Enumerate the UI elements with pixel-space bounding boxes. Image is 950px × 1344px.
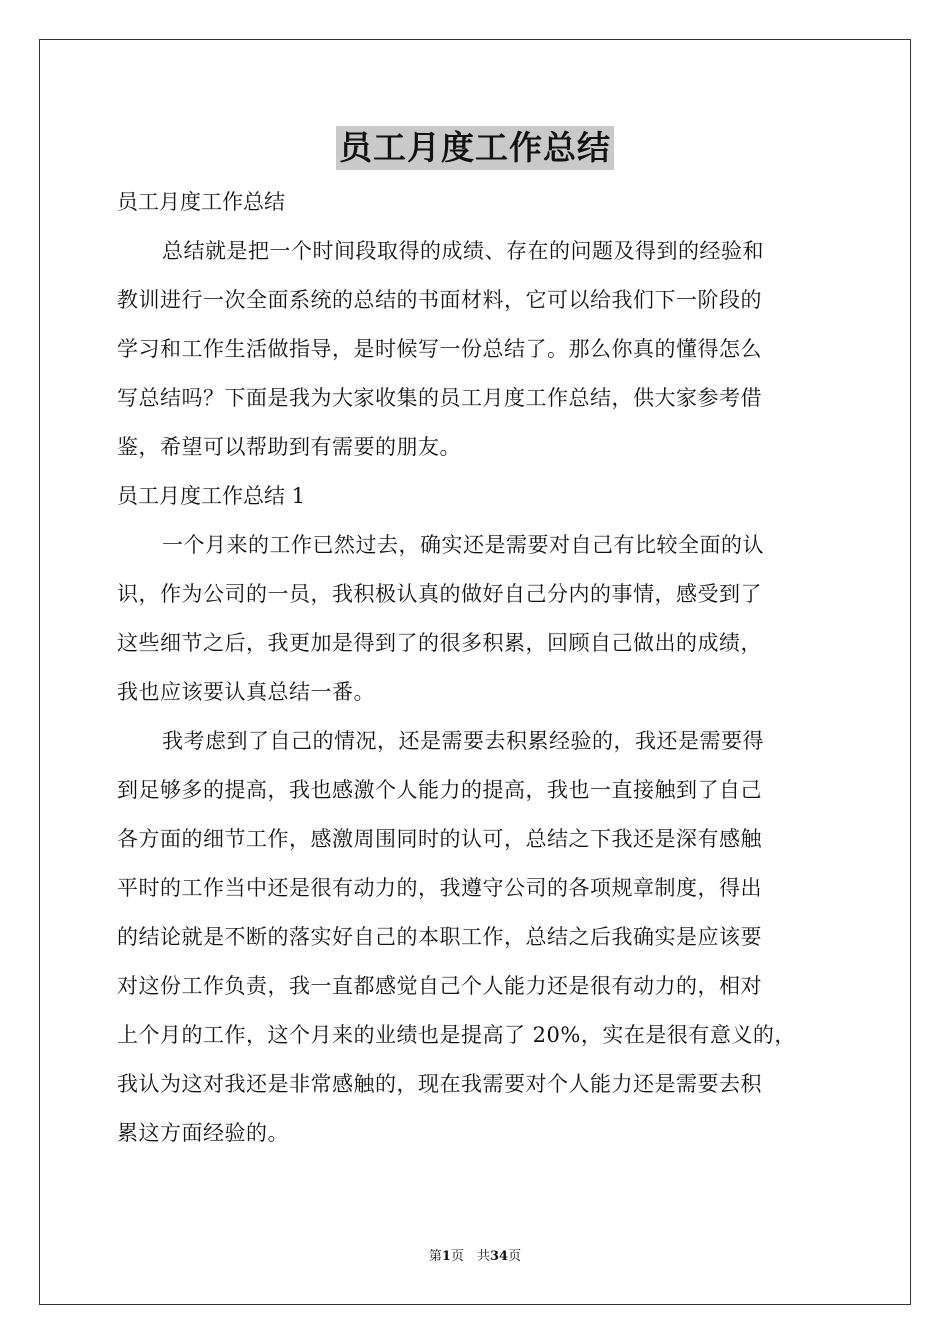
paragraph-line: 这些细节之后，我更加是得到了的很多积累，回顾自己做出的成绩， bbox=[117, 631, 762, 655]
paragraph-line: 平时的工作当中还是很有动力的，我遵守公司的各项规章制度，得出 bbox=[117, 876, 762, 900]
intro-line: 教训进行一次全面系统的总结的书面材料，它可以给我们下一阶段的 bbox=[117, 288, 762, 312]
page-current: 1 bbox=[441, 1249, 451, 1264]
intro-line: 鉴，希望可以帮助到有需要的朋友。 bbox=[117, 435, 461, 459]
page-mid: 页 共 bbox=[450, 1249, 490, 1264]
paragraph-line: 累这方面经验的。 bbox=[117, 1121, 289, 1145]
page-suffix: 页 bbox=[508, 1249, 522, 1264]
paragraph-line: 一个月来的工作已然过去，确实还是需要对自己有比较全面的认 bbox=[162, 533, 764, 557]
section1-paragraph-2 bbox=[117, 717, 839, 1158]
document-title: 员工月度工作总结 bbox=[336, 126, 614, 170]
paragraph-line: 我也应该要认真总结一番。 bbox=[117, 680, 375, 704]
paragraph-line: 的结论就是不断的落实好自己的本职工作，总结之后我确实是应该要 bbox=[117, 925, 762, 949]
document-subtitle: 员工月度工作总结 bbox=[117, 190, 285, 214]
paragraph-line: 到足够多的提高，我也感激个人能力的提高，我也一直接触到了自己 bbox=[117, 778, 762, 802]
paragraph-line: 我考虑到了自己的情况，还是需要去积累经验的，我还是需要得 bbox=[162, 729, 764, 753]
paragraph-line: 我认为这对我还是非常感触的，现在我需要对个人能力还是需要去积 bbox=[117, 1072, 762, 1096]
intro-line: 总结就是把一个时间段取得的成绩、存在的问题及得到的经验和 bbox=[162, 239, 764, 263]
title-wrap bbox=[0, 126, 950, 170]
paragraph-line: 上个月的工作，这个月来的业绩也是提高了 20%，实在是很有意义的， bbox=[117, 1023, 796, 1047]
paragraph-line: 各方面的细节工作，感激周围同时的认可，总结之下我还是深有感触 bbox=[117, 827, 762, 851]
document-body bbox=[117, 178, 839, 1158]
page-footer bbox=[0, 1248, 950, 1266]
intro-line: 学习和工作生活做指导，是时候写一份总结了。那么你真的懂得怎么 bbox=[117, 337, 762, 361]
page-prefix: 第 bbox=[428, 1249, 442, 1264]
paragraph-line: 对这份工作负责，我一直都感觉自己个人能力还是很有动力的，相对 bbox=[117, 974, 762, 998]
section-heading: 员工月度工作总结 1 bbox=[117, 484, 306, 508]
paragraph-line: 识，作为公司的一员，我积极认真的做好自己分内的事情，感受到了 bbox=[117, 582, 762, 606]
intro-line: 写总结吗？下面是我为大家收集的员工月度工作总结，供大家参考借 bbox=[117, 386, 762, 410]
page-total: 34 bbox=[489, 1249, 509, 1264]
section1-paragraph-1 bbox=[117, 521, 839, 717]
intro-paragraph bbox=[117, 227, 839, 472]
